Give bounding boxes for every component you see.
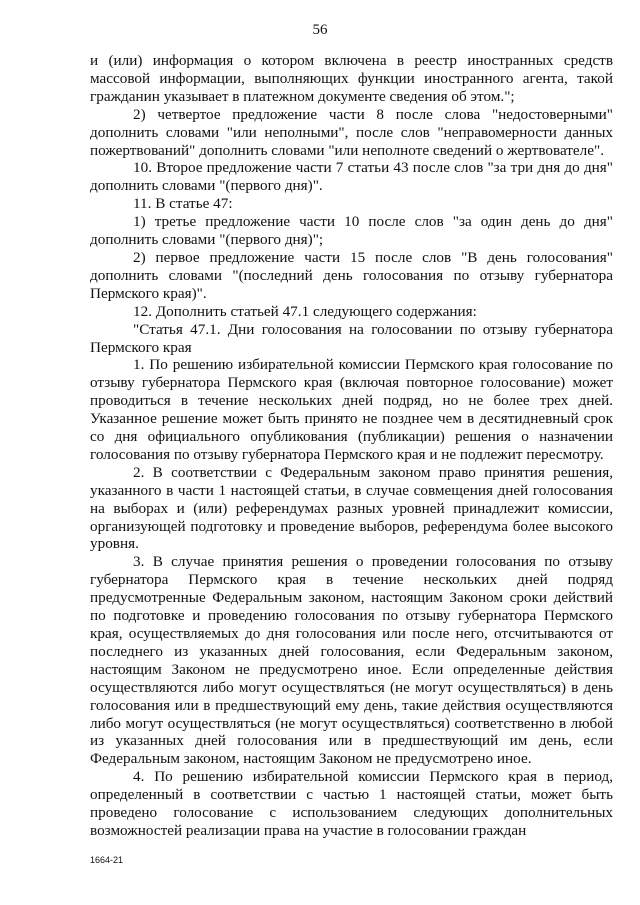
paragraph-item-10: 10. Второе предложение части 7 статьи 43 после слов "за три дня до дня" дополнить словами "(первого дня)".	[90, 159, 613, 195]
page-number: 56	[312, 22, 328, 38]
paragraph-item-2-part-8: 2) четвертое предложение части 8 после слова "недостоверными" дополнить словами "или неполными", после слов "неправомерности данных пожертвований" дополнить словами "или неполноте сведений о жертвователе".	[90, 105, 613, 159]
article-heading: "Статья 47.1. Дни голосования на голосовании по отзыву губернатора Пермского края	[90, 320, 613, 356]
paragraph-item-11-2: 2) первое предложение части 15 после слов "В день голосования" дополнить словами "(последний день голосования по отзыву губернатора Пермского края)".	[90, 248, 613, 302]
document-body	[90, 52, 613, 840]
paragraph-continuation: и (или) информация о котором включена в реестр иностранных средств массовой информации, выполняющих функции иностранного агента, такой гражданин указывает в платежном документе сведения об этом.";	[90, 52, 613, 105]
paragraph-item-11: 11. В статье 47:	[133, 195, 233, 213]
article-part-1: 1. По решению избирательной комиссии Пермского края голосование по отзыву губернатора Пермского края (включая повторное голосование) может проводиться в течение нескольких дней подряд, но не более трех дней. Указанное решение может быть принято не позднее чем в десятидневный срок со дня официального опубликования (публикации) решения о назначении голосования по отзыву губернатора Пермского края и не подлежит пересмотру.	[90, 356, 613, 463]
paragraph-item-12: 12. Дополнить статьей 47.1 следующего содержания:	[133, 302, 477, 320]
document-code: 1664-21	[90, 855, 124, 865]
article-part-3: 3. В случае принятия решения о проведении голосования по отзыву губернатора Пермского края в течение нескольких дней подряд предусмотренные Федеральным законом, настоящим Законом сроки действий по подготовке и проведению голосования по отзыву губернатора Пермского края, осуществляемых до дня голосования или после него, отсчитываются от последнего из указанных дней голосования, если Федеральным законом, настоящим Законом не предусмотрено иное. Если определенные действия осуществляются либо могут осуществляться (не могут осуществляться) в день голосования или в предшествующий ему день, такие действия осуществляются либо могут осуществляться (не могут осуществляться) соответственно в любой из указанных дней голосования или в предшествующий им день, если Федеральным законом, настоящим Законом не предусмотрено иное.	[90, 553, 613, 768]
paragraph-item-11-1: 1) третье предложение части 10 после слов "за один день до дня" дополнить словами "(первого дня)";	[90, 213, 613, 249]
article-part-4: 4. По решению избирательной комиссии Пермского края в период, определенный в соответствии с частью 1 настоящей статьи, может быть проведено голосование с использованием следующих дополнительных возможностей реализации права на участие в голосовании граждан	[90, 768, 613, 839]
article-part-2: 2. В соответствии с Федеральным законом право принятия решения, указанного в части 1 настоящей статьи, в случае совмещения дней голосования на выборах и (или) референдумах разных уровней принадлежит комиссии, организующей подготовку и проведение выборов, референдума более высокого уровня.	[90, 463, 613, 553]
